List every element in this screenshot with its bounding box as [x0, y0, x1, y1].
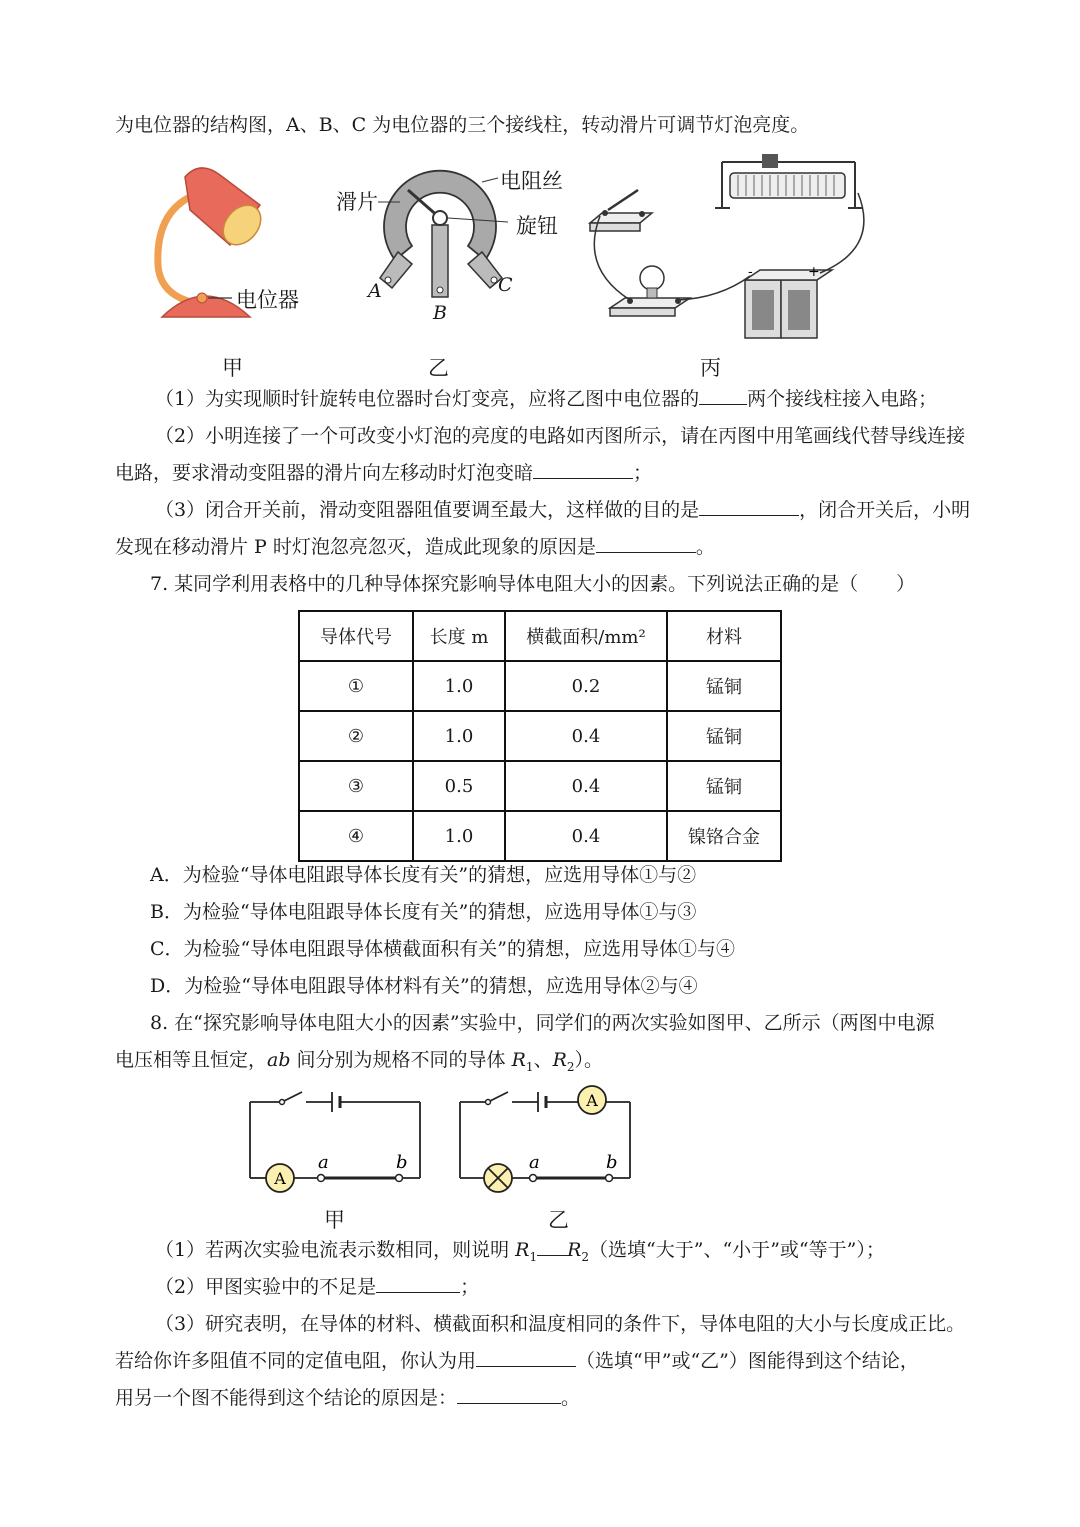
table-row	[299, 811, 781, 861]
table-cell: 锰铜	[667, 711, 781, 761]
terminal-a	[318, 1175, 325, 1182]
label-potentiometer: 电位器	[236, 288, 299, 312]
knob-center	[433, 211, 447, 225]
table-header: 长度 m	[413, 611, 505, 661]
table-row	[299, 711, 781, 761]
potentiometer-knob-icon	[197, 293, 207, 303]
label-resistance-wire: 电阻丝	[500, 169, 563, 193]
svg-text:-: -	[748, 264, 753, 280]
table-cell: 0.4	[505, 761, 667, 811]
point-b-label: b	[396, 1152, 408, 1173]
switch-pivot	[486, 1100, 491, 1105]
physical-circuit-figure	[580, 148, 880, 348]
q8-part3-line3: 用另一个图不能得到这个结论的原因是： 。	[115, 1387, 581, 1409]
rheostat-component	[715, 154, 862, 208]
table-header: 材料	[667, 611, 781, 661]
q8-part3-line2: 若给你许多阻值不同的定值电阻，你认为用 （选填“甲”或“乙”）图能得到这个结论，	[115, 1350, 919, 1372]
terminal-a	[530, 1175, 537, 1182]
q7-option-b[interactable]: B．为检验“导体电阻跟导体长度有关”的猜想，应选用导体①与③	[150, 901, 697, 923]
q8-part2: （2）甲图实验中的不足是 ；	[155, 1276, 480, 1298]
battery-component	[745, 264, 832, 338]
q6-part2-line1: （2）小明连接了一个可改变小灯泡的亮度的电路如丙图所示，请在丙图中用笔画线代替导线连接	[155, 425, 966, 447]
label-terminal-c: C	[498, 274, 513, 296]
answer-blank[interactable]	[699, 386, 747, 405]
answer-blank[interactable]	[533, 460, 633, 479]
circuit-caption-yi: 乙	[548, 1208, 569, 1232]
q6-part1: （1）为实现顺时针旋转电位器时台灯变亮，应将乙图中电位器的 两个接线柱接入电路；	[155, 388, 938, 410]
table-cell: 锰铜	[667, 661, 781, 711]
table-cell: ②	[299, 711, 413, 761]
label-knob: 旋钮	[516, 214, 558, 238]
ammeter-label: A	[274, 1169, 286, 1188]
label-slider: 滑片	[336, 190, 378, 214]
q7-stem: 7. 某同学利用表格中的几种导体探究影响导体电阻大小的因素。下列说法正确的是（ ）	[150, 573, 916, 595]
svg-text:+: +	[808, 264, 820, 280]
q7-option-c[interactable]: C．为检验“导体电阻跟导体横截面积有关”的猜想，应选用导体①与④	[150, 938, 735, 960]
table-cell: 1.0	[413, 661, 505, 711]
table-cell: 镍铬合金	[667, 811, 781, 861]
switch-pivot	[280, 1100, 285, 1105]
answer-blank[interactable]	[457, 1385, 561, 1404]
table-row	[299, 761, 781, 811]
wire-3	[820, 193, 864, 273]
circuit-caption-jia: 甲	[324, 1208, 345, 1232]
q6-part3-line2: 发现在移动滑片 P 时灯泡忽亮忽灭，造成此现象的原因是 。	[115, 536, 715, 558]
table-cell: 0.4	[505, 811, 667, 861]
terminal-b	[606, 1175, 613, 1182]
bulb-component	[610, 266, 690, 316]
table-cell: 锰铜	[667, 761, 781, 811]
wire-2	[678, 276, 750, 300]
table-cell: 1.0	[413, 811, 505, 861]
terminal-a-lug	[380, 252, 412, 288]
table-header: 导体代号	[299, 611, 413, 661]
answer-blank[interactable]	[596, 534, 696, 553]
q8-part3-line1: （3）研究表明，在导体的材料、横截面积和温度相同的条件下，导体电阻的大小与长度成正比。	[155, 1313, 966, 1335]
terminal-c-lug	[468, 252, 502, 288]
conductor-table	[298, 610, 782, 862]
table-row	[299, 661, 781, 711]
caption-yi: 乙	[428, 356, 449, 380]
table-cell: 1.0	[413, 711, 505, 761]
table-cell: ③	[299, 761, 413, 811]
label-terminal-b: B	[433, 302, 447, 324]
table-cell: 0.5	[413, 761, 505, 811]
table-header: 横截面积/mm²	[505, 611, 667, 661]
q6-part3-line1: （3）闭合开关前，滑动变阻器阻值要调至最大，这样做的目的是 ，闭合开关后，小明	[155, 499, 971, 521]
terminal-b	[396, 1175, 403, 1182]
lamp-icon	[484, 1164, 512, 1192]
ammeter-label: A	[586, 1091, 598, 1110]
switch-component	[590, 190, 652, 231]
q8-stem-line2: 电压相等且恒定，ab 间分别为规格不同的导体 $R_1$、$R_2$）。	[115, 1049, 604, 1074]
intro-text: 为电位器的结构图，A、B、C 为电位器的三个接线柱，转动滑片可调节灯泡亮度。	[115, 114, 810, 136]
q8-part1: （1）若两次实验电流表示数相同，则说明 $R_1$ $R_2$（选填“大于”、“小于”或“等于”）；	[155, 1239, 885, 1264]
q7-option-d[interactable]: D．为检验“导体电阻跟导体材料有关”的猜想，应选用导体②与④	[150, 975, 698, 997]
answer-blank[interactable]	[537, 1237, 567, 1256]
point-a-label: a	[318, 1152, 329, 1173]
circuit-jia	[240, 1090, 430, 1190]
label-terminal-a: A	[368, 280, 382, 302]
circuit-yi	[450, 1080, 640, 1190]
table-cell: 0.2	[505, 661, 667, 711]
q7-option-a[interactable]: A．为检验“导体电阻跟导体长度有关”的猜想，应选用导体①与②	[150, 864, 697, 886]
answer-blank[interactable]	[476, 1348, 576, 1367]
point-a-label: a	[529, 1152, 540, 1173]
terminal-b-lug	[432, 225, 448, 297]
caption-bing: 丙	[700, 356, 721, 380]
caption-jia: 甲	[222, 356, 243, 380]
table-cell: ④	[299, 811, 413, 861]
answer-blank[interactable]	[376, 1274, 460, 1293]
table-cell: 0.4	[505, 711, 667, 761]
table-cell: ①	[299, 661, 413, 711]
point-b-label: b	[606, 1152, 618, 1173]
answer-blank[interactable]	[699, 497, 799, 516]
q6-part2-line2: 电路，要求滑动变阻器的滑片向左移动时灯泡变暗 ；	[115, 462, 653, 484]
q8-stem-line1: 8. 在“探究影响导体电阻大小的因素”实验中，同学们的两次实验如图甲、乙所示（两图中电源	[150, 1012, 935, 1034]
table-header-row	[299, 611, 781, 661]
